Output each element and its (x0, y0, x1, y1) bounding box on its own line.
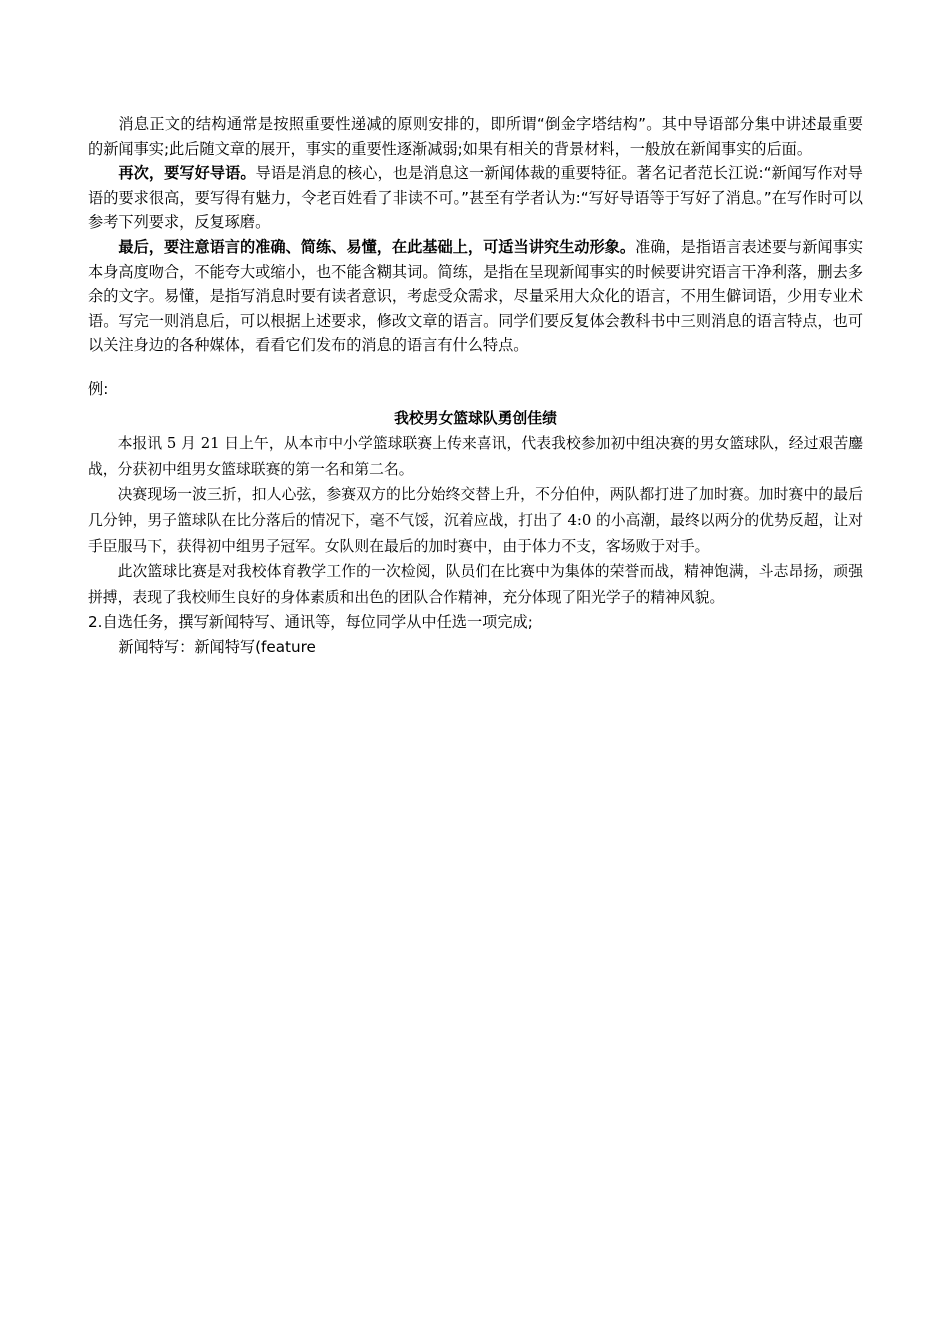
language-paragraph (88, 235, 863, 358)
news-title: 我校男女篮球队勇创佳绩 (394, 409, 557, 427)
task-line: 2.自选任务，撰写新闻特写、通讯等，每位同学从中任选一项完成; (88, 613, 533, 632)
news-paragraph: 此次篮球比赛是对我校体育教学工作的一次检阅，队员们在比赛中为集体的荣誉而战，精神饱满，斗志昂扬，顽强拼搏，表现了我校师生良好的身体素质和出色的团队合作精神，充分体现了阳光学子的精神风貌。 (88, 563, 863, 606)
example-label: 例: (88, 379, 109, 398)
intro-paragraph: 消息正文的结构通常是按照重要性递减的原则安排的，即所谓“倒金字塔结构”。其中导语部分集中讲述最重要的新闻事实;此后随文章的展开，事实的重要性逐渐减弱;如果有相关的背景材料，一般放在新闻事实的后面。 (88, 115, 863, 158)
language-body: 准确，是指语言表述要与新闻事实本身高度吻合，不能夸大或缩小，也不能含糊其词。简练，是指在呈现新闻事实的时候要讲究语言干净利落，删去多余的文字。易懂，是指写消息时要有读者意识，考虑受众需求，尽量采用大众化的语言，不用生僻词语，少用专业术语。写完一则消息后，可以根据上述要求，修改文章的语言。同学们要反复体会教科书中三则消息的语言特点，也可以关注身边的各种媒体，看看它们发布的消息的语言有什么特点。 (88, 237, 864, 355)
language-heading: 最后，要注意语言的准确、简练、易懂，在此基础上，可适当讲究生动形象。 (118, 237, 636, 256)
news-paragraph: 决赛现场一波三折，扣人心弦，参赛双方的比分始终交替上升，不分伯仲，两队都打进了加时赛。加时赛中的最后几分钟，男子篮球队在比分落后的情况下，毫不气馁，沉着应战，打出了 4:0 的小高潮，最终以两分的优势反超，让对手臣服马下，获得初中组男子冠军。女队则在最后的加时赛中，由于体力不支，客场败于对手。 (88, 486, 863, 555)
lead-heading: 再次，要写好导语。 (118, 164, 256, 183)
document-page (88, 112, 863, 659)
lead-body: 导语是消息的核心，也是消息这一新闻体裁的重要特征。著名记者范长江说:“新闻写作对导语的要求很高，要写得有魅力，令老百姓看了非读不可。”甚至有学者认为:“写好导语等于写好了消息。”在写作时可以参考下列要求，反复琢磨。 (88, 164, 863, 232)
news-paragraph: 本报讯 5 月 21 日上午，从本市中小学篮球联赛上传来喜讯，代表我校参加初中组决赛的男女篮球队，经过艰苦鏖战，分获初中组男女篮球联赛的第一名和第二名。 (88, 435, 863, 478)
feature-line: 新闻特写：新闻特写(feature (118, 637, 316, 656)
lead-paragraph (88, 161, 863, 235)
